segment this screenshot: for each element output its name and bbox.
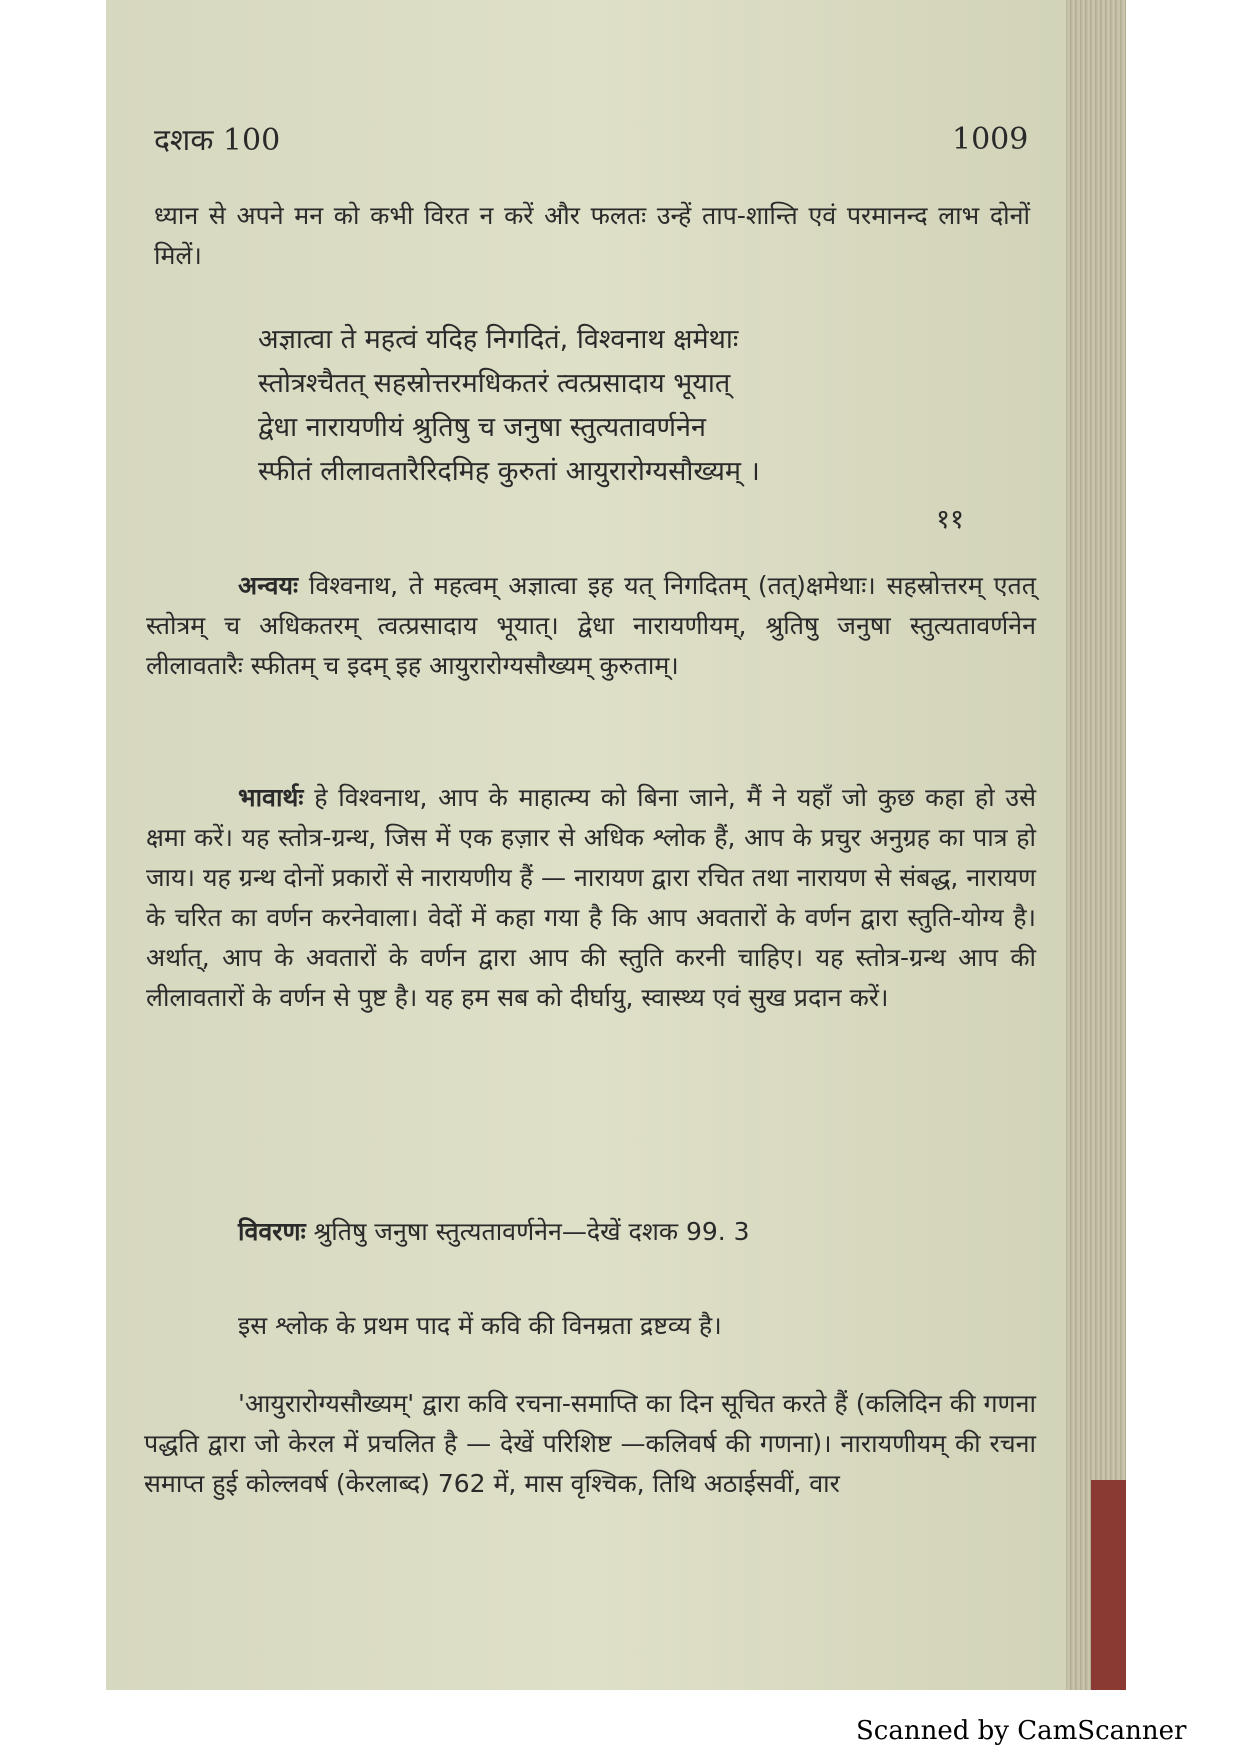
scanner-watermark: Scanned by CamScanner bbox=[856, 1716, 1187, 1746]
bhavartha-text: हे विश्वनाथ, आप के माहात्म्य को बिना जाने, मैं ने यहाँ जो कुछ कहा हो उसे क्षमा करें। यह स्तोत्र-ग्रन्थ, जिस में एक हज़ार से अधिक श्लोक हैं, आप के प्रचुर अनुग्रह का पात्र हो जाय। यह ग्रन्थ दोनों प्रकारों से नारायणीय हैं — नारायण द्वारा रचित तथा नारायण से संबद्ध, नारायण के चरित का वर्णन करनेवाला। वेदों में कहा गया है कि आप अवतारों के वर्णन द्वारा स्तुति-योग्य है। अर्थात्, आप के अवतारों के वर्णन द्वारा आप की स्तुति करनी चाहिए। यह स्तोत्र-ग्रन्थ आप की लीलावतारों के वर्णन से पुष्ट है। यह हम सब को दीर्घायु, स्वास्थ्य एवं सुख प्रदान करें। bbox=[146, 783, 1036, 1012]
book-page-edges bbox=[1066, 0, 1126, 1690]
book-cover-edge bbox=[1091, 1480, 1126, 1690]
verse-line: अज्ञात्वा ते महत्वं यदिह निगदितं, विश्वनाथ क्षमेथाः bbox=[258, 324, 739, 355]
sanskrit-verse bbox=[258, 318, 760, 494]
anvaya-paragraph bbox=[146, 566, 1036, 686]
bhavartha-label: भावार्थः bbox=[238, 783, 304, 812]
bhavartha-paragraph bbox=[146, 778, 1036, 1018]
vivarana-text: श्रुतिषु जनुषा स्तुत्यतावर्णनेन—देखें दशक 99. 3 bbox=[313, 1217, 750, 1246]
verse-number: ११ bbox=[936, 504, 965, 535]
vivarana-label: विवरणः bbox=[238, 1217, 306, 1246]
anvaya-text: विश्वनाथ, ते महत्वम् अज्ञात्वा इह यत् निगदितम् (तत्)क्षमेथाः। सहस्रोत्तरम् एतत् स्तोत्रम् च अधिकतरम् त्वत्प्रसादाय भूयात्। द्वेधा नारायणीयम्, श्रुतिषु जनुषा स्तुत्यतावर्णनेन लीलावतारैः स्फीतम् च इदम् इह आयुरारोग्यसौख्यम् कुरुताम्। bbox=[146, 571, 1036, 680]
verse-line: स्तोत्रश्चैतत् सहस्रोत्तरमधिकतरं त्वत्प्रसादाय भूयात् bbox=[258, 368, 731, 399]
scanned-page-photo bbox=[106, 0, 1126, 1690]
humility-paragraph: इस श्लोक के प्रथम पाद में कवि की विनम्रता द्रष्टव्य है। bbox=[238, 1311, 722, 1340]
date-paragraph: 'आयुरारोग्यसौख्यम्' द्वारा कवि रचना-समाप्ति का दिन सूचित करते हैं (कलिदिन की गणना पद्धति द्वारा जो केरल में प्रचलित है — देखें परिशिष्ट —कलिवर्ष की गणना)। नारायणीयम् की रचना समाप्त हुई कोल्लवर्ष (केरलाब्द) 762 में, मास वृश्चिक, तिथि अठाईसवीं, वार bbox=[144, 1389, 1036, 1498]
verse-line: द्वेधा नारायणीयं श्रुतिषु च जनुषा स्तुत्यतावर्णनेन bbox=[258, 412, 707, 443]
header-chapter: दशक 100 bbox=[154, 123, 281, 158]
anvaya-label: अन्वयः bbox=[238, 571, 299, 600]
intro-paragraph: ध्यान से अपने मन को कभी विरत न करें और फलतः उन्हें ताप-शान्ति एवं परमानन्द लाभ दोनों मिलें। bbox=[154, 201, 1030, 270]
vivarana-paragraph bbox=[238, 1212, 1038, 1252]
verse-line: स्फीतं लीलावतारैरिदमिह कुरुतां आयुरारोग्यसौख्यम् । bbox=[258, 456, 760, 487]
page-number: 1009 bbox=[952, 122, 1029, 157]
